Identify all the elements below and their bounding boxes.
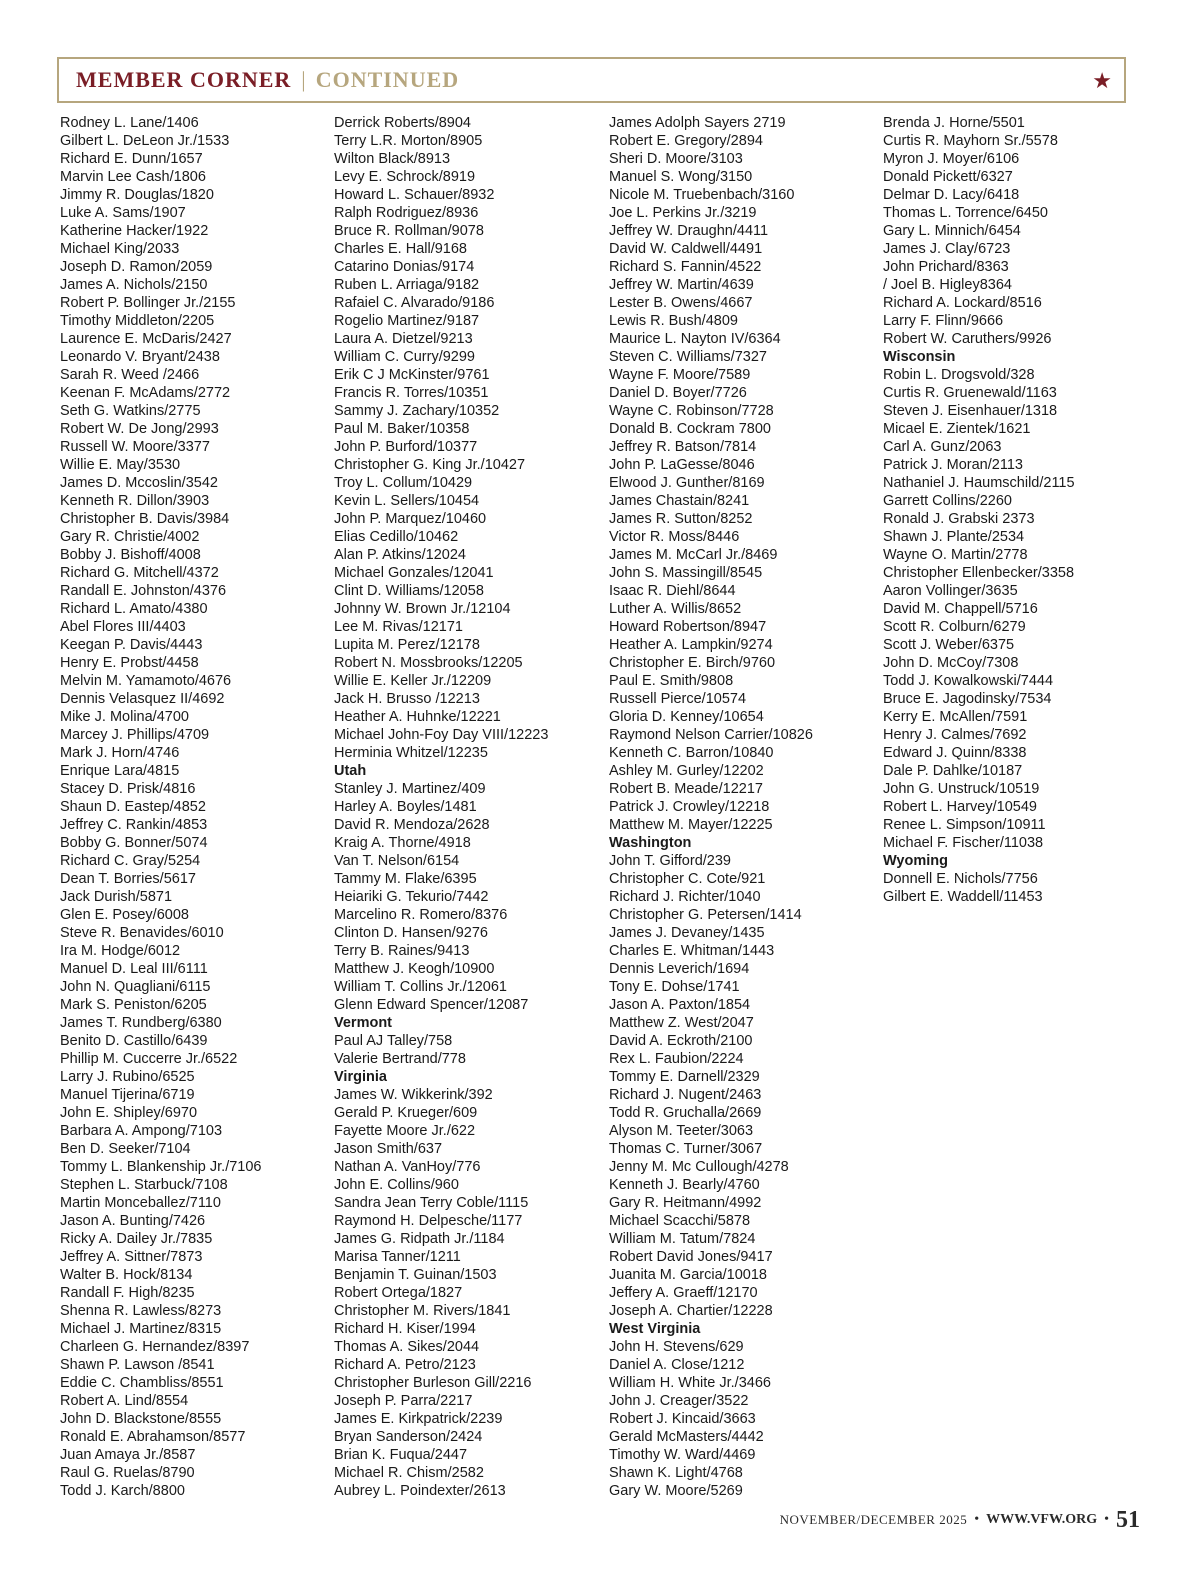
member-entry: Randall E. Johnston/4376	[60, 583, 227, 599]
member-entry: Patrick J. Crowley/12218	[609, 799, 770, 815]
member-entry: Christopher Ellenbecker/3358	[883, 565, 1075, 581]
member-entry: Enrique Lara/4815	[60, 763, 180, 779]
member-entry: Rogelio Martinez/9187	[334, 313, 480, 329]
member-entry: John P. LaGesse/8046	[609, 457, 755, 473]
member-entry: Jason A. Bunting/7426	[60, 1213, 206, 1229]
member-entry: Steven C. Williams/7327	[609, 349, 767, 365]
member-entry: James M. McCarl Jr./8469	[609, 547, 778, 563]
member-entry: Tommy E. Darnell/2329	[609, 1069, 760, 1085]
member-entry: Charles E. Hall/9168	[334, 241, 467, 257]
member-entry: Thomas L. Torrence/6450	[883, 205, 1048, 221]
star-icon: ★	[1092, 68, 1112, 93]
state-heading: Washington	[609, 835, 692, 851]
member-entry: Robert P. Bollinger Jr./2155	[60, 295, 236, 311]
member-entry: Ben D. Seeker/7104	[60, 1141, 191, 1157]
member-entry: Joseph P. Parra/2217	[334, 1393, 473, 1409]
member-entry: Ronald J. Grabski 2373	[883, 511, 1035, 527]
member-entry: Jeffrey W. Draughn/4411	[609, 223, 769, 239]
member-entry: Raymond H. Delpesche/1177	[334, 1213, 523, 1229]
member-entry: Fayette Moore Jr./622	[334, 1123, 476, 1139]
member-entry: Derrick Roberts/8904	[334, 115, 471, 131]
member-entry: Robert L. Harvey/10549	[883, 799, 1037, 815]
member-entry: Nathan A. VanHoy/776	[334, 1159, 481, 1175]
member-entry: John E. Shipley/6970	[60, 1105, 198, 1121]
member-entry: Lester B. Owens/4667	[609, 295, 753, 311]
member-entry: Jeffery A. Graeff/12170	[609, 1285, 758, 1301]
member-entry: Shawn J. Plante/2534	[883, 529, 1025, 545]
member-entry: Jack H. Brusso /12213	[334, 691, 480, 707]
member-entry: James J. Clay/6723	[883, 241, 1011, 257]
member-entry: Maurice L. Nayton IV/6364	[609, 331, 781, 347]
member-entry: Robert B. Meade/12217	[609, 781, 763, 797]
state-heading: West Virginia	[609, 1321, 701, 1337]
member-entry: Charleen G. Hernandez/8397	[60, 1339, 250, 1355]
member-entry: Keegan P. Davis/4443	[60, 637, 203, 653]
member-entry: Larry J. Rubino/6525	[60, 1069, 195, 1085]
member-entry: Walter B. Hock/8134	[60, 1267, 193, 1283]
member-entry: Paul AJ Talley/758	[334, 1033, 453, 1049]
member-entry: Elias Cedillo/10462	[334, 529, 459, 545]
member-entry: Willie E. Keller Jr./12209	[334, 673, 492, 689]
member-entry: Troy L. Collum/10429	[334, 475, 473, 491]
member-entry: Wayne C. Robinson/7728	[609, 403, 774, 419]
member-entry: Bobby G. Bonner/5074	[60, 835, 208, 851]
member-entry: Catarino Donias/9174	[334, 259, 475, 275]
member-entry: Thomas A. Sikes/2044	[334, 1339, 480, 1355]
member-entry: Howard L. Schauer/8932	[334, 187, 495, 203]
member-entry: Daniel A. Close/1212	[609, 1357, 745, 1373]
member-entry: Richard C. Gray/5254	[60, 853, 201, 869]
member-entry: Ronald E. Abrahamson/8577	[60, 1429, 246, 1445]
member-entry: Clinton D. Hansen/9276	[334, 925, 488, 941]
member-entry: Christopher E. Birch/9760	[609, 655, 776, 671]
member-entry: David M. Chappell/5716	[883, 601, 1038, 617]
member-entry: Michael J. Martinez/8315	[60, 1321, 222, 1337]
member-entry: Russell Pierce/10574	[609, 691, 747, 707]
member-entry: Glenn Edward Spencer/12087	[334, 997, 529, 1013]
member-entry: Kevin L. Sellers/10454	[334, 493, 480, 509]
member-entry: Jeffrey C. Rankin/4853	[60, 817, 208, 833]
member-entry: Robert W. Caruthers/9926	[883, 331, 1052, 347]
member-entry: Gilbert L. DeLeon Jr./1533	[60, 133, 230, 149]
member-entry: Robin L. Drogsvold/328	[883, 367, 1035, 383]
member-entry: Henry E. Probst/4458	[60, 655, 199, 671]
member-entry: Brenda J. Horne/5501	[883, 115, 1025, 131]
member-entry: Christopher M. Rivers/1841	[334, 1303, 511, 1319]
member-entry: Shawn K. Light/4768	[609, 1465, 743, 1481]
member-entry: Tammy M. Flake/6395	[334, 871, 477, 887]
member-entry: Gary R. Heitmann/4992	[609, 1195, 762, 1211]
member-entry: William T. Collins Jr./12061	[334, 979, 507, 995]
member-entry: Edward J. Quinn/8338	[883, 745, 1027, 761]
member-entry: Brian K. Fuqua/2447	[334, 1447, 468, 1463]
member-entry: Kenneth J. Bearly/4760	[609, 1177, 760, 1193]
member-entry: Heiariki G. Tekurio/7442	[334, 889, 489, 905]
section-header	[57, 57, 1126, 103]
member-entry: Manuel S. Wong/3150	[609, 169, 753, 185]
member-entry: Heather A. Lampkin/9274	[609, 637, 773, 653]
member-entry: Juan Amaya Jr./8587	[60, 1447, 196, 1463]
member-entry: Sandra Jean Terry Coble/1115	[334, 1195, 529, 1211]
member-entry: Wayne O. Martin/2778	[883, 547, 1028, 563]
member-entry: Mike J. Molina/4700	[60, 709, 189, 725]
member-entry: Raul G. Ruelas/8790	[60, 1465, 195, 1481]
member-entry: Henry J. Calmes/7692	[883, 727, 1027, 743]
member-entry: Isaac R. Diehl/8644	[609, 583, 736, 599]
member-entry: James E. Kirkpatrick/2239	[334, 1411, 503, 1427]
member-entry: Stacey D. Prisk/4816	[60, 781, 196, 797]
member-entry: Elwood J. Gunther/8169	[609, 475, 765, 491]
member-entry: Tommy L. Blankenship Jr./7106	[60, 1159, 262, 1175]
member-entry: Dale P. Dahlke/10187	[883, 763, 1023, 779]
member-entry: Johnny W. Brown Jr./12104	[334, 601, 511, 617]
member-entry: Michael F. Fischer/11038	[883, 835, 1044, 851]
member-entry: Robert E. Gregory/2894	[609, 133, 763, 149]
member-entry: Aubrey L. Poindexter/2613	[334, 1483, 506, 1499]
member-entry: Gary L. Minnich/6454	[883, 223, 1021, 239]
member-entry: Marisa Tanner/1211	[334, 1249, 461, 1265]
member-entry: Keenan F. McAdams/2772	[60, 385, 231, 401]
member-entry: Gary W. Moore/5269	[609, 1483, 743, 1499]
member-entry: Ruben L. Arriaga/9182	[334, 277, 480, 293]
state-heading: Wisconsin	[883, 349, 956, 365]
member-entry: Donnell E. Nichols/7756	[883, 871, 1038, 887]
member-entry: Shenna R. Lawless/8273	[60, 1303, 222, 1319]
member-entry: Benjamin T. Guinan/1503	[334, 1267, 497, 1283]
member-entry: Delmar D. Lacy/6418	[883, 187, 1020, 203]
member-entry: Ricky A. Dailey Jr./7835	[60, 1231, 213, 1247]
member-entry: Rex L. Faubion/2224	[609, 1051, 744, 1067]
member-entry: Ralph Rodriguez/8936	[334, 205, 479, 221]
member-entry: Laura A. Dietzel/9213	[334, 331, 473, 347]
member-entry: Tony E. Dohse/1741	[609, 979, 740, 995]
member-entry: Raymond Nelson Carrier/10826	[609, 727, 813, 743]
member-entry: Richard G. Mitchell/4372	[60, 565, 219, 581]
member-entry: Michael Gonzales/12041	[334, 565, 494, 581]
section-title: MEMBER CORNER	[76, 67, 292, 92]
member-entry: Clint D. Williams/12058	[334, 583, 484, 599]
member-entry: John G. Unstruck/10519	[883, 781, 1040, 797]
footer-separator: •	[974, 1512, 980, 1527]
member-entry: Nathaniel J. Haumschild/2115	[883, 475, 1075, 491]
member-entry: Gerald P. Krueger/609	[334, 1105, 478, 1121]
member-entry: Glen E. Posey/6008	[60, 907, 189, 923]
member-entry: Donald Pickett/6327	[883, 169, 1013, 185]
member-entry: James Adolph Sayers 2719	[609, 115, 786, 131]
name-column-4	[883, 114, 1145, 906]
member-entry: John D. McCoy/7308	[883, 655, 1019, 671]
section-subtitle: CONTINUED	[315, 67, 460, 92]
member-entry: Christopher G. King Jr./10427	[334, 457, 526, 473]
member-entry: Dennis Velasquez II/4692	[60, 691, 225, 707]
member-entry: Rafaiel C. Alvarado/9186	[334, 295, 495, 311]
member-entry: Donald B. Cockram 7800	[609, 421, 771, 437]
member-entry: John D. Blackstone/8555	[60, 1411, 222, 1427]
member-entry: Melvin M. Yamamoto/4676	[60, 673, 232, 689]
name-column-2	[334, 114, 596, 1500]
title-separator: |	[301, 67, 306, 92]
member-entry: Richard A. Lockard/8516	[883, 295, 1042, 311]
member-entry: Erik C J McKinster/9761	[334, 367, 490, 383]
name-column-1	[60, 114, 322, 1500]
member-entry: Jeffrey W. Martin/4639	[609, 277, 754, 293]
website: WWW.VFW.ORG	[986, 1512, 1098, 1527]
footer-separator: •	[1104, 1512, 1109, 1527]
member-entry: Stanley J. Martinez/409	[334, 781, 486, 797]
member-entry: Marcelino R. Romero/8376	[334, 907, 508, 923]
member-entry: Willie E. May/3530	[60, 457, 181, 473]
member-entry: John Prichard/8363	[883, 259, 1009, 275]
state-heading: Utah	[334, 763, 367, 779]
member-entry: Robert A. Lind/8554	[60, 1393, 189, 1409]
member-entry: Kenneth C. Barron/10840	[609, 745, 774, 761]
member-entry: James W. Wikkerink/392	[334, 1087, 493, 1103]
member-entry: William C. Curry/9299	[334, 349, 475, 365]
member-entry: Mark J. Horn/4746	[60, 745, 180, 761]
member-entry: Kenneth R. Dillon/3903	[60, 493, 210, 509]
member-entry: / Joel B. Higley8364	[883, 277, 1012, 293]
member-entry: Renee L. Simpson/10911	[883, 817, 1046, 833]
member-entry: Charles E. Whitman/1443	[609, 943, 775, 959]
member-entry: Kraig A. Thorne/4918	[334, 835, 471, 851]
issue-date: NOVEMBER/DECEMBER 2025	[779, 1512, 968, 1527]
member-entry: Curtis R. Mayhorn Sr./5578	[883, 133, 1058, 149]
member-entry: Valerie Bertrand/778	[334, 1051, 466, 1067]
member-entry: Aaron Vollinger/3635	[883, 583, 1018, 599]
member-entry: James J. Devaney/1435	[609, 925, 765, 941]
member-entry: Victor R. Moss/8446	[609, 529, 740, 545]
member-entry: Michael King/2033	[60, 241, 180, 257]
member-entry: Barbara A. Ampong/7103	[60, 1123, 223, 1139]
member-entry: Harley A. Boyles/1481	[334, 799, 477, 815]
member-entry: Bruce E. Jagodinsky/7534	[883, 691, 1052, 707]
member-entry: Christopher C. Cote/921	[609, 871, 766, 887]
member-entry: Thomas C. Turner/3067	[609, 1141, 763, 1157]
member-entry: Manuel Tijerina/6719	[60, 1087, 195, 1103]
member-entry: Luther A. Willis/8652	[609, 601, 742, 617]
member-entry: Terry L.R. Morton/8905	[334, 133, 483, 149]
member-entry: Russell W. Moore/3377	[60, 439, 210, 455]
member-entry: John P. Marquez/10460	[334, 511, 487, 527]
member-entry: Todd J. Karch/8800	[60, 1483, 185, 1499]
member-entry: Jason A. Paxton/1854	[609, 997, 751, 1013]
member-entry: Kerry E. McAllen/7591	[883, 709, 1028, 725]
member-entry: Richard J. Nugent/2463	[609, 1087, 762, 1103]
member-entry: Mark S. Peniston/6205	[60, 997, 207, 1013]
member-entry: Joseph D. Ramon/2059	[60, 259, 213, 275]
member-entry: Wilton Black/8913	[334, 151, 451, 167]
state-heading: Vermont	[334, 1015, 393, 1031]
member-entry: Robert David Jones/9417	[609, 1249, 773, 1265]
member-entry: Christopher Burleson Gill/2216	[334, 1375, 532, 1391]
member-entry: Van T. Nelson/6154	[334, 853, 460, 869]
page-footer	[700, 1505, 1140, 1535]
state-heading: Wyoming	[883, 853, 948, 869]
member-entry: Abel Flores III/4403	[60, 619, 186, 635]
member-entry: Jeffrey R. Batson/7814	[609, 439, 757, 455]
member-entry: Phillip M. Cuccerre Jr./6522	[60, 1051, 238, 1067]
member-entry: Seth G. Watkins/2775	[60, 403, 201, 419]
member-entry: Matthew Z. West/2047	[609, 1015, 754, 1031]
member-entry: Sheri D. Moore/3103	[609, 151, 743, 167]
member-entry: William H. White Jr./3466	[609, 1375, 771, 1391]
member-entry: Christopher G. Petersen/1414	[609, 907, 802, 923]
member-entry: David R. Mendoza/2628	[334, 817, 490, 833]
member-entry: Marvin Lee Cash/1806	[60, 169, 206, 185]
member-entry: Todd R. Gruchalla/2669	[609, 1105, 762, 1121]
member-entry: Manuel D. Leal III/6111	[60, 961, 208, 977]
member-entry: Luke A. Sams/1907	[60, 205, 186, 221]
member-entry: Richard H. Kiser/1994	[334, 1321, 476, 1337]
member-entry: Gerald McMasters/4442	[609, 1429, 764, 1445]
member-entry: Jason Smith/637	[334, 1141, 443, 1157]
member-entry: Shaun D. Eastep/4852	[60, 799, 206, 815]
member-entry: Joseph A. Chartier/12228	[609, 1303, 773, 1319]
member-entry: Robert Ortega/1827	[334, 1285, 463, 1301]
member-entry: Herminia Whitzel/12235	[334, 745, 488, 761]
member-entry: Terry B. Raines/9413	[334, 943, 470, 959]
member-entry: Dean T. Borries/5617	[60, 871, 196, 887]
member-entry: James A. Nichols/2150	[60, 277, 208, 293]
member-entry: James Chastain/8241	[609, 493, 750, 509]
member-entry: Sarah R. Weed /2466	[60, 367, 200, 383]
member-entry: Myron J. Moyer/6106	[883, 151, 1020, 167]
member-entry: Ashley M. Gurley/12202	[609, 763, 764, 779]
member-entry: Paul M. Baker/10358	[334, 421, 470, 437]
member-entry: Sammy J. Zachary/10352	[334, 403, 500, 419]
member-entry: Randall F. High/8235	[60, 1285, 195, 1301]
member-entry: James G. Ridpath Jr./1184	[334, 1231, 505, 1247]
member-entry: James R. Sutton/8252	[609, 511, 753, 527]
member-entry: Leonardo V. Bryant/2438	[60, 349, 220, 365]
member-entry: Michael R. Chism/2582	[334, 1465, 484, 1481]
member-entry: Rodney L. Lane/1406	[60, 115, 199, 131]
member-entry: David W. Caldwell/4491	[609, 241, 763, 257]
member-entry: Joe L. Perkins Jr./3219	[609, 205, 757, 221]
member-entry: John P. Burford/10377	[334, 439, 478, 455]
member-entry: Scott J. Weber/6375	[883, 637, 1015, 653]
member-entry: Richard J. Richter/1040	[609, 889, 761, 905]
member-entry: Garrett Collins/2260	[883, 493, 1012, 509]
member-entry: Levy E. Schrock/8919	[334, 169, 476, 185]
member-entry: Francis R. Torres/10351	[334, 385, 489, 401]
member-entry: Matthew M. Mayer/12225	[609, 817, 773, 833]
member-entry: Carl A. Gunz/2063	[883, 439, 1002, 455]
member-entry: Daniel D. Boyer/7726	[609, 385, 747, 401]
member-entry: Patrick J. Moran/2113	[883, 457, 1023, 473]
member-entry: Alan P. Atkins/12024	[334, 547, 466, 563]
member-entry: Micael E. Zientek/1621	[883, 421, 1031, 437]
member-entry: James D. Mccoslin/3542	[60, 475, 218, 491]
member-entry: John T. Gifford/239	[609, 853, 731, 869]
member-entry: Benito D. Castillo/6439	[60, 1033, 208, 1049]
member-entry: Todd J. Kowalkowski/7444	[883, 673, 1054, 689]
member-entry: Lewis R. Bush/4809	[609, 313, 738, 329]
member-entry: Gilbert E. Waddell/11453	[883, 889, 1043, 905]
state-heading: Virginia	[334, 1069, 387, 1085]
member-entry: Juanita M. Garcia/10018	[609, 1267, 767, 1283]
member-entry: Shawn P. Lawson /8541	[60, 1357, 215, 1373]
member-entry: Nicole M. Truebenbach/3160	[609, 187, 795, 203]
member-entry: Bruce R. Rollman/9078	[334, 223, 484, 239]
member-entry: Timothy Middleton/2205	[60, 313, 215, 329]
member-entry: Dennis Leverich/1694	[609, 961, 750, 977]
member-entry: Laurence E. McDaris/2427	[60, 331, 232, 347]
member-entry: Alyson M. Teeter/3063	[609, 1123, 754, 1139]
member-entry: Robert W. De Jong/2993	[60, 421, 219, 437]
name-column-3	[609, 114, 871, 1500]
member-entry: Gloria D. Kenney/10654	[609, 709, 764, 725]
member-entry: Steve R. Benavides/6010	[60, 925, 224, 941]
member-entry: Marcey J. Phillips/4709	[60, 727, 210, 743]
member-entry: Heather A. Huhnke/12221	[334, 709, 501, 725]
page-number: 51	[1116, 1506, 1140, 1533]
member-entry: Curtis R. Gruenewald/1163	[883, 385, 1057, 401]
member-entry: John S. Massingill/8545	[609, 565, 763, 581]
member-entry: Michael Scacchi/5878	[609, 1213, 751, 1229]
member-entry: Richard L. Amato/4380	[60, 601, 208, 617]
member-entry: Jimmy R. Douglas/1820	[60, 187, 214, 203]
member-entry: Larry F. Flinn/9666	[883, 313, 1004, 329]
member-entry: Richard E. Dunn/1657	[60, 151, 203, 167]
member-entry: Jenny M. Mc Cullough/4278	[609, 1159, 789, 1175]
member-entry: Katherine Hacker/1922	[60, 223, 209, 239]
member-entry: Jack Durish/5871	[60, 889, 173, 905]
member-entry: David A. Eckroth/2100	[609, 1033, 753, 1049]
member-entry: Eddie C. Chambliss/8551	[60, 1375, 224, 1391]
member-entry: John H. Stevens/629	[609, 1339, 744, 1355]
member-entry: James T. Rundberg/6380	[60, 1015, 222, 1031]
member-entry: Christopher B. Davis/3984	[60, 511, 230, 527]
member-entry: Michael John-Foy Day VIII/12223	[334, 727, 549, 743]
member-entry: John E. Collins/960	[334, 1177, 459, 1193]
member-entry: Ira M. Hodge/6012	[60, 943, 181, 959]
member-entry: Richard A. Petro/2123	[334, 1357, 476, 1373]
member-entry: Robert N. Mossbrooks/12205	[334, 655, 523, 671]
member-entry: Bryan Sanderson/2424	[334, 1429, 483, 1445]
member-entry: Wayne F. Moore/7589	[609, 367, 751, 383]
member-entry: Richard S. Fannin/4522	[609, 259, 762, 275]
member-entry: John J. Creager/3522	[609, 1393, 749, 1409]
member-entry: Steven J. Eisenhauer/1318	[883, 403, 1058, 419]
member-entry: Lee M. Rivas/12171	[334, 619, 463, 635]
member-entry: Stephen L. Starbuck/7108	[60, 1177, 228, 1193]
member-entry: Scott R. Colburn/6279	[883, 619, 1026, 635]
member-entry: Howard Robertson/8947	[609, 619, 767, 635]
member-entry: William M. Tatum/7824	[609, 1231, 756, 1247]
member-entry: Gary R. Christie/4002	[60, 529, 200, 545]
member-entry: Robert J. Kincaid/3663	[609, 1411, 756, 1427]
member-entry: John N. Quagliani/6115	[60, 979, 211, 995]
member-entry: Martin Monceballez/7110	[60, 1195, 221, 1211]
member-entry: Bobby J. Bishoff/4008	[60, 547, 201, 563]
member-entry: Matthew J. Keogh/10900	[334, 961, 495, 977]
member-entry: Timothy W. Ward/4469	[609, 1447, 756, 1463]
member-entry: Lupita M. Perez/12178	[334, 637, 480, 653]
member-entry: Jeffrey A. Sittner/7873	[60, 1249, 203, 1265]
member-entry: Paul E. Smith/9808	[609, 673, 734, 689]
